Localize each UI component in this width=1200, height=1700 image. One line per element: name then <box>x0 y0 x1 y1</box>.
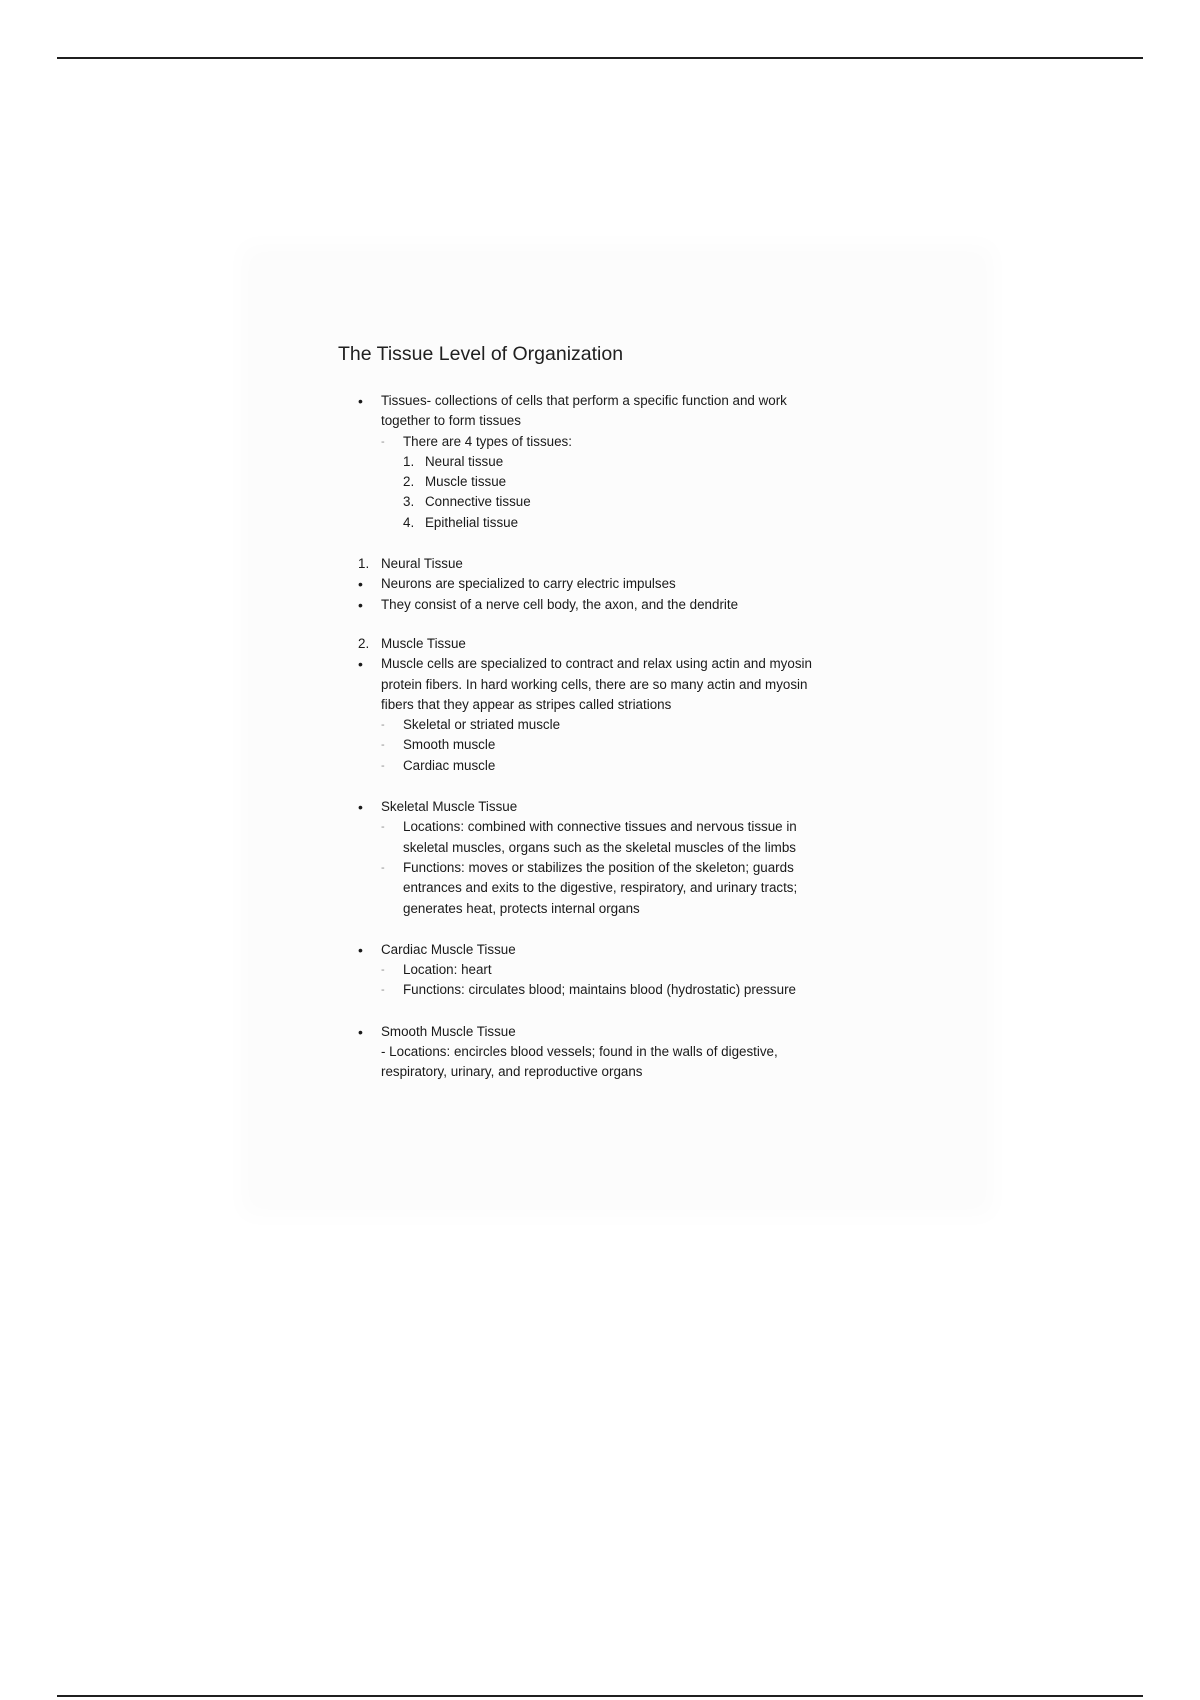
document-page <box>255 258 980 1203</box>
dash-marker: - <box>381 739 385 752</box>
cardiac-location-item <box>255 960 980 980</box>
tissue-type-label: Muscle tissue <box>425 474 507 490</box>
document-body <box>255 391 980 1083</box>
tissue-type-label: Neural tissue <box>425 453 504 469</box>
bullet-marker: • <box>358 656 363 673</box>
skeletal-text-line: generates heat, protects internal organs <box>403 900 640 916</box>
section-heading: Smooth Muscle Tissue <box>381 1023 516 1039</box>
section-heading: Neural Tissue <box>381 556 463 572</box>
bullet-marker: • <box>358 576 363 593</box>
section-heading: Skeletal Muscle Tissue <box>381 799 518 815</box>
smooth-text-row <box>255 1042 980 1062</box>
section-heading-row <box>255 634 980 654</box>
section-number: 2. <box>358 635 370 651</box>
neural-bullet-text: They consist of a nerve cell body, the axon, and the dendrite <box>381 596 739 612</box>
smooth-text-line: respiratory, urinary, and reproductive organs <box>381 1064 643 1080</box>
smooth-heading-row <box>255 1022 980 1042</box>
tissue-type-label: Connective tissue <box>425 494 531 510</box>
section-number: 1. <box>358 556 370 572</box>
bullet-marker: • <box>358 393 363 409</box>
list-number: 1. <box>403 453 415 469</box>
muscle-type-label: Cardiac muscle <box>403 757 496 773</box>
bullet-marker: • <box>358 596 363 613</box>
dash-marker: - <box>381 861 385 874</box>
section-spacer <box>255 533 980 554</box>
muscle-type-item <box>255 756 980 776</box>
smooth-text-line: - Locations: encircles blood vessels; found in the walls of digestive, <box>381 1044 778 1060</box>
muscle-text-line: fibers that they appear as stripes called striations <box>381 696 672 712</box>
section-heading: Cardiac Muscle Tissue <box>381 941 516 957</box>
intro-continuation <box>255 411 980 431</box>
tissue-type-item <box>255 452 980 472</box>
muscle-type-label: Smooth muscle <box>403 737 496 753</box>
muscle-type-item <box>255 735 980 755</box>
tissue-type-label: Epithelial tissue <box>425 514 519 530</box>
section-spacer <box>255 615 980 634</box>
muscle-bullet-item <box>255 654 980 674</box>
intro-sub-text: There are 4 types of tissues: <box>403 433 572 449</box>
skeletal-continuation <box>255 838 980 858</box>
list-number: 4. <box>403 514 415 530</box>
skeletal-continuation <box>255 878 980 898</box>
muscle-type-item <box>255 715 980 735</box>
cardiac-heading-row <box>255 940 980 960</box>
muscle-type-label: Skeletal or striated muscle <box>403 717 561 733</box>
neural-bullet-item <box>255 595 980 615</box>
skeletal-functions-item <box>255 858 980 878</box>
section-heading-row <box>255 554 980 574</box>
muscle-continuation <box>255 695 980 715</box>
intro-text-line: together to form tissues <box>381 413 521 429</box>
section-heading: Muscle Tissue <box>381 635 466 651</box>
dash-marker: - <box>381 719 385 732</box>
skeletal-text-line: skeletal muscles, organs such as the skeletal muscles of the limbs <box>403 839 796 855</box>
cardiac-text-line: Location: heart <box>403 962 492 978</box>
skeletal-heading-row <box>255 797 980 817</box>
dash-marker: - <box>381 435 385 448</box>
muscle-text-line: protein fibers. In hard working cells, there are so many actin and myosin <box>381 676 808 692</box>
footer-rule <box>57 1695 1143 1697</box>
dash-marker: - <box>381 821 385 834</box>
neural-bullet-text: Neurons are specialized to carry electric impulses <box>381 576 676 592</box>
skeletal-continuation <box>255 899 980 919</box>
document-title: The Tissue Level of Organization <box>338 343 624 365</box>
skeletal-text-line: Locations: combined with connective tissues and nervous tissue in <box>403 819 797 835</box>
list-number: 3. <box>403 494 415 510</box>
skeletal-text-line: Functions: moves or stabilizes the position of the skeleton; guards <box>403 859 794 875</box>
header-rule <box>57 57 1143 59</box>
bullet-marker: • <box>358 799 363 816</box>
muscle-text-line: Muscle cells are specialized to contract and relax using actin and myosin <box>381 656 812 672</box>
muscle-continuation <box>255 675 980 695</box>
dash-marker: - <box>381 759 385 772</box>
neural-bullet-item <box>255 574 980 594</box>
dash-marker: - <box>381 964 385 977</box>
section-spacer <box>255 776 980 797</box>
list-number: 2. <box>403 474 415 490</box>
cardiac-text-line: Functions: circulates blood; maintains blood (hydrostatic) pressure <box>403 982 796 998</box>
section-spacer <box>255 1001 980 1022</box>
skeletal-text-line: entrances and exits to the digestive, respiratory, and urinary tracts; <box>403 880 798 896</box>
cardiac-functions-item <box>255 980 980 1000</box>
section-spacer <box>255 919 980 940</box>
bullet-marker: • <box>358 941 363 958</box>
tissue-type-item <box>255 472 980 492</box>
tissue-type-item <box>255 492 980 512</box>
bullet-marker: • <box>358 1023 363 1040</box>
intro-text-line: Tissues- collections of cells that perform a specific function and work <box>381 393 787 408</box>
dash-marker: - <box>381 984 385 997</box>
intro-sub-item <box>255 432 980 452</box>
smooth-text-row <box>255 1062 980 1082</box>
tissue-type-item <box>255 513 980 533</box>
skeletal-locations-item <box>255 817 980 837</box>
intro-bullet-item <box>255 391 980 411</box>
